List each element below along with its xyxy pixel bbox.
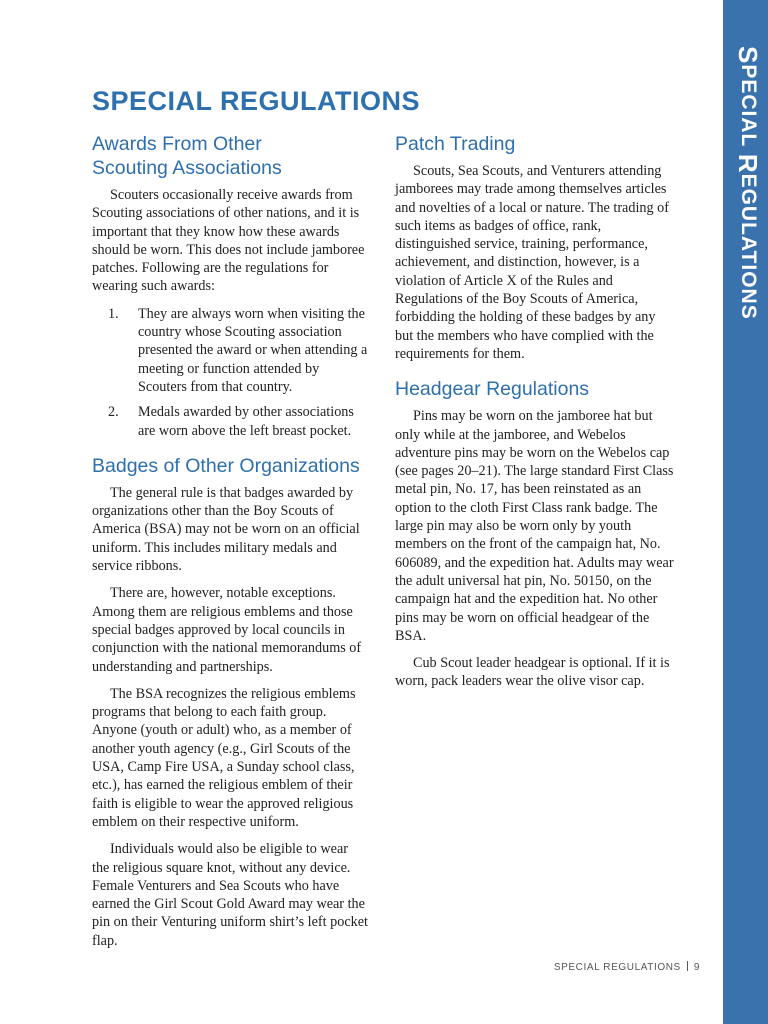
side-tab-label	[732, 46, 763, 320]
awards-heading: Awards From Other Scouting Associations	[92, 133, 282, 179]
badges-paragraph-4: Individuals would also be eligible to wear the religious square knot, without any device. Female Venturers and Sea Scouts who have earned the Girl Scout Gold Award may wear the pin on their Venturing uniform shirt’s left pocket flap.	[92, 841, 368, 949]
side-tab-rest-2: EGULATIONS	[737, 173, 760, 320]
page-footer	[554, 961, 700, 973]
headgear-heading: Headgear Regulations	[395, 378, 590, 401]
right-column	[395, 132, 675, 700]
badges-paragraph-3: The BSA recognizes the religious emblems programs that belong to each faith group. Anyone (youth or adult) who, as a member of another youth agency (e.g., Girl Scouts of the USA, Camp Fire USA, a Sunday school class, etc.), has earned the religious emblem of their faith is eligible to wear the approved religious emblem on their respective uniform.	[92, 685, 356, 830]
list-item	[92, 305, 368, 396]
list-item-text: Medals awarded by other associations are worn above the left breast pocket.	[138, 404, 354, 439]
headgear-paragraph-2: Cub Scout leader headgear is optional. If it is worn, pack leaders wear the olive visor cap.	[395, 655, 670, 690]
awards-list	[92, 305, 368, 440]
side-tab-cap-r: R	[733, 153, 763, 174]
badges-heading: Badges of Other Organizations	[92, 454, 360, 477]
footer-section-label: SPECIAL REGULATIONS	[553, 962, 681, 973]
awards-intro: Scouters occasionally receive awards from Scouting associations of other nations, and it is important that they know how these awards should be worn. This does not include jamboree patches. Following are the regulations for wearing such awards:	[92, 187, 365, 295]
list-item-text: They are always worn when visiting the country whose Scouting association presented the award or when attending a meeting or function attended by Scouters from that country.	[138, 305, 368, 395]
page-title: SPECIAL REGULATIONS	[92, 86, 421, 116]
section-side-tab	[723, 0, 768, 1024]
patch-trading-heading: Patch Trading	[395, 133, 516, 155]
headgear-paragraph-1: Pins may be worn on the jamboree hat but only while at the jamboree, and Webelos adventure pins may be worn on the Webelos cap (see pages 20–21). The large standard First Class metal pin, No. 17, has been reinstated as an option to the cloth First Class rank badge. The large pin may also be worn only by youth members on the front of the campaign hat, No. 606089, and the expedition hat. Adults may wear the adult universal hat pin, No. 50150, on the campaign hat and the expedition hat. No other pins may be worn on official headgear of the BSA.	[395, 408, 674, 644]
list-item-number: 1.	[108, 305, 119, 322]
side-tab-cap-s: S	[733, 46, 763, 65]
badges-paragraph-1: The general rule is that badges awarded by organizations other than the Boy Scouts of America (BSA) may not be worn on an official uniform. This includes military medals and service ribbons.	[92, 484, 360, 575]
patch-trading-paragraph: Scouts, Sea Scouts, and Venturers attending jamborees may trade among themselves articles and novelties of a local or nature. The trading of such items as badges of office, rank, distinguished service, training, performance, achievement, and distinction, however, is a violation of Article X of the Rules and Regulations of the Boy Scouts of America, forbidding the holding of these badges by any but the members who have complied with the requirements for them.	[395, 163, 669, 362]
side-tab-rest-1: PECIAL	[737, 64, 760, 154]
footer-divider	[687, 961, 688, 971]
left-column	[92, 132, 368, 959]
badges-paragraph-2: There are, however, notable exceptions. Among them are religious emblems and those special badges approved by local councils in conjunction with the national memorandums of understanding and partnerships.	[92, 585, 362, 675]
list-item-number: 2.	[108, 404, 119, 421]
list-item	[92, 403, 368, 440]
page-number: 9	[693, 962, 700, 973]
